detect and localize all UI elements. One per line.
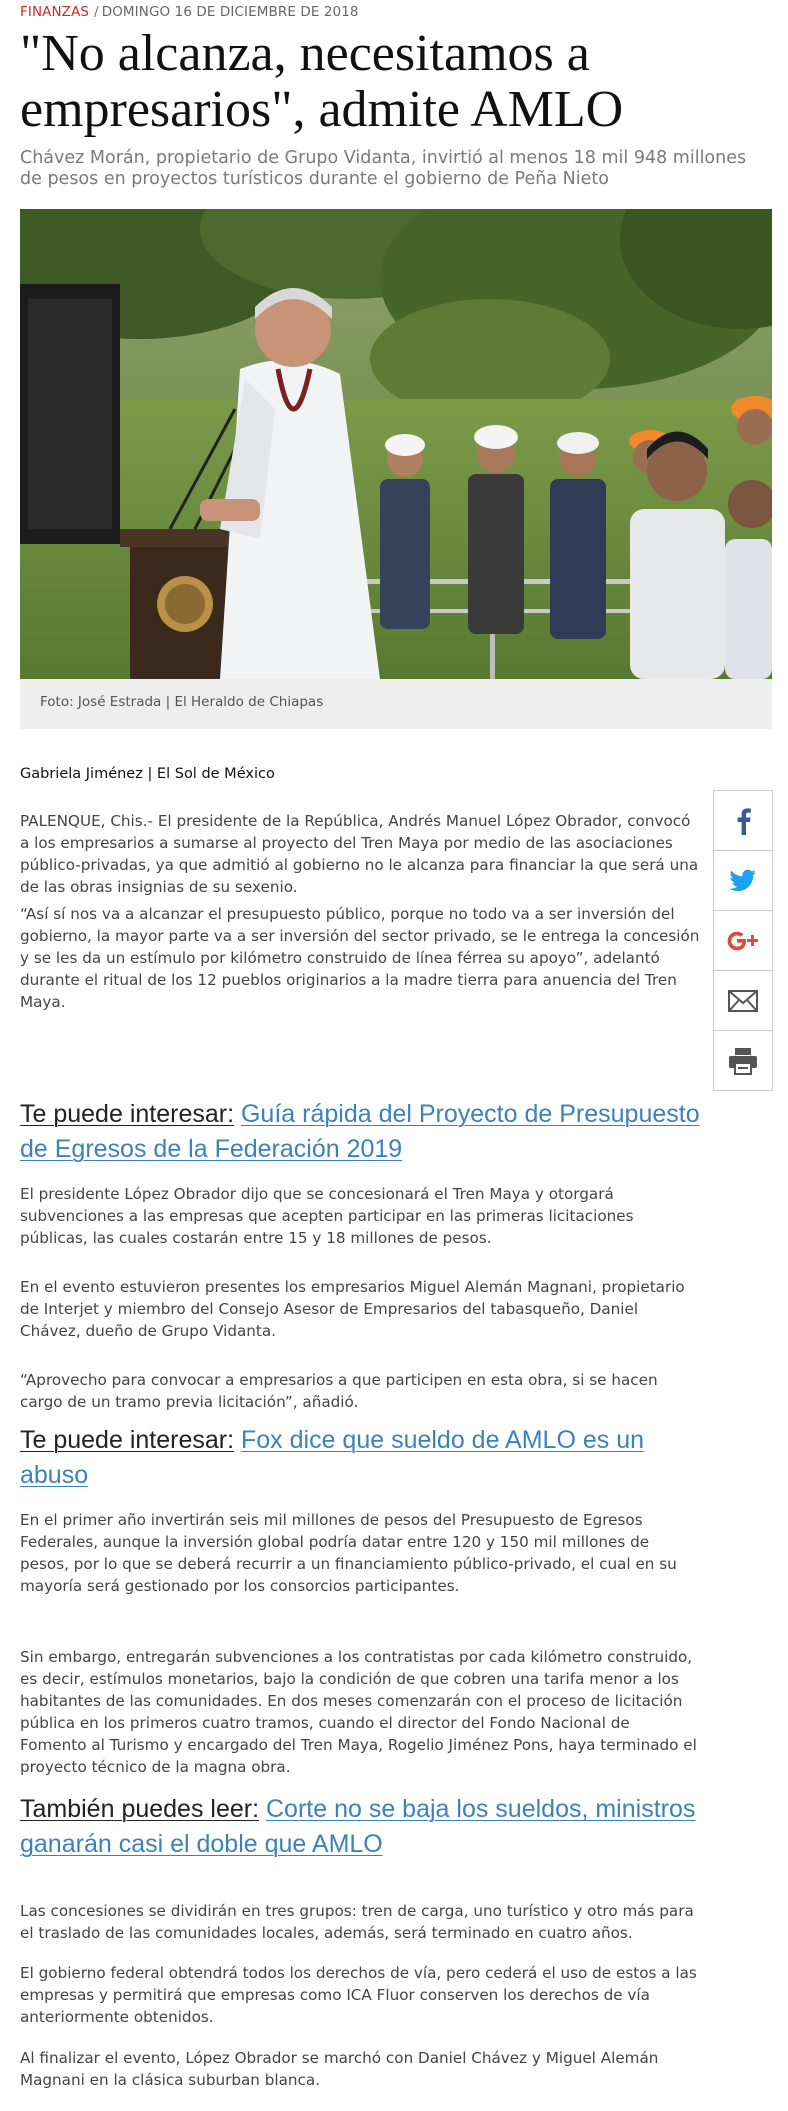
subheadline: Chávez Morán, propietario de Grupo Vidanta, invirtió al menos 18 mil 948 millones de pesos en proyectos turísticos durante el gobierno de Peña Nieto (20, 148, 747, 189)
paragraph-7: Sin embargo, entregarán subvenciones a los contratistas por cada kilómetro construido, es decir, estímulos monetarios, bajo la condición de que cobren una tarifa menor a los habitantes de las comunidades. En dos meses comenzarán con el proceso de licitación pública en los primeros cuatro tramos, cuando el director del Fondo Nacional de Fomento al Turismo y encargado del Tren Maya, Rogelio Jiménez Pons, haya terminado el proyecto técnico de la magna obra. (20, 1648, 697, 1776)
share-twitter-button[interactable] (714, 851, 772, 911)
paragraph-2: “Así sí nos va a alcanzar el presupuesto público, porque no todo va a ser inversión del gobierno, la mayor parte va a ser inversión del sector privado, se le entrega la concesión y se les da un estímulo por kilómetro construido de línea férrea su apoyo”, adelantó durante el ritual de los 12 pueblos originarios a la madre tierra para anuencia del Tren Maya. (20, 905, 700, 1011)
related-link-2 (20, 1423, 700, 1493)
related-2-lead: Te puede interesar: (20, 1426, 235, 1454)
share-print-button[interactable] (714, 1031, 772, 1090)
paragraph-1: PALENQUE, Chis.- El presidente de la República, Andrés Manuel López Obrador, convocó a los empresarios a sumarse al proyecto del Tren Maya por medio de las asociaciones público-privadas, ya que admitió al gobierno no le alcanza para financiar la que será una de las obras insignias de su sexenio. (20, 812, 699, 896)
publish-date: DOMINGO 16 DE DICIEMBRE DE 2018 (101, 4, 359, 20)
paragraph-5: “Aprovecho para convocar a empresarios a que participen en esta obra, si se hacen cargo de un tramo previa licitación”, añadió. (20, 1371, 658, 1411)
kicker-separator: / (94, 4, 99, 20)
photo-caption: Foto: José Estrada | El Heraldo de Chiapas (40, 694, 324, 710)
paragraph-4: En el evento estuvieron presentes los empresarios Miguel Alemán Magnani, propietario de Interjet y miembro del Consejo Asesor de Empresarios del tabasqueño, Daniel Chávez, dueño de Grupo Vidanta. (20, 1278, 685, 1340)
twitter-icon (729, 869, 757, 893)
related-3-lead: También puedes leer: (20, 1795, 260, 1823)
share-bar (713, 790, 773, 1091)
photo-caption-box (20, 679, 772, 729)
related-link-3 (20, 1792, 700, 1862)
paragraph-6: En el primer año invertirán seis mil millones de pesos del Presupuesto de Egresos Federales, aunque la inversión global podría datar entre 120 y 150 mil millones de pesos, por lo que se deberá recurrir a un financiamiento público-privado, el cual en su mayoría será gestionado por los consorcios participantes. (20, 1511, 677, 1595)
article-photo-image (20, 209, 772, 679)
share-google-plus-button[interactable] (714, 911, 772, 971)
paragraph-3: El presidente López Obrador dijo que se concesionará el Tren Maya y otorgará subvenciones a las empresas que acepten participar en las primeras licitaciones públicas, las cuales costarán entre 15 y 18 millones de pesos. (20, 1185, 634, 1247)
section-link[interactable]: FINANZAS (20, 4, 90, 20)
related-3-link[interactable]: Corte no se baja los sueldos, ministros ganarán casi el doble que AMLO (20, 1795, 696, 1858)
related-1-link[interactable]: Guía rápida del Proyecto de Presupuesto de Egresos de la Federación 2019 (20, 1100, 700, 1163)
byline: Gabriela Jiménez | El Sol de México (20, 766, 275, 782)
facebook-icon (732, 807, 754, 835)
share-facebook-button[interactable] (714, 791, 772, 851)
article-kicker (20, 4, 359, 20)
paragraph-8: Las concesiones se dividirán en tres grupos: tren de carga, uno turístico y otro más para el traslado de las comunidades locales, además, será terminado en cuatro años. (20, 1902, 694, 1942)
related-1-lead: Te puede interesar: (20, 1100, 235, 1128)
related-link-1 (20, 1097, 700, 1167)
share-email-button[interactable] (714, 971, 772, 1031)
paragraph-9: El gobierno federal obtendrá todos los derechos de vía, pero cederá el uso de estos a las empresas y permitirá que empresas como ICA Fluor conserven los derechos de vía anteriormente obtenidos. (20, 1964, 697, 2026)
google-plus-icon (727, 930, 759, 952)
paragraph-10: Al finalizar el evento, López Obrador se marchó con Daniel Chávez y Miguel Alemán Magnani en la clásica suburban blanca. (20, 2049, 659, 2089)
print-icon (728, 1047, 758, 1075)
related-2-link[interactable]: Fox dice que sueldo de AMLO es un abuso (20, 1426, 645, 1489)
email-icon (728, 990, 758, 1012)
article-photo (20, 209, 772, 679)
headline: "No alcanza, necesitamos a empresarios", admite AMLO (20, 25, 624, 138)
